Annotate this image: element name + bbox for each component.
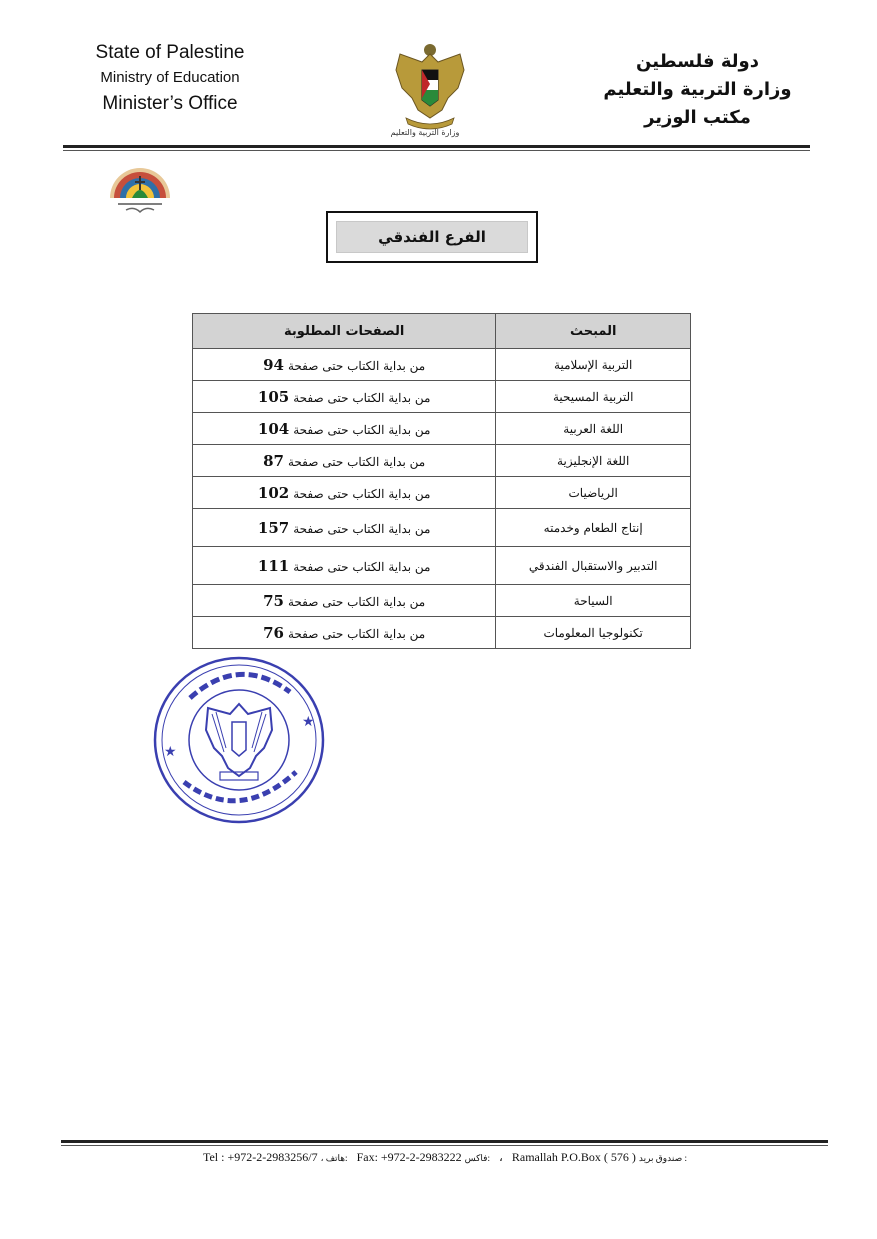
pages-prefix: من بداية الكتاب حتى صفحة — [293, 422, 431, 437]
ministry-stamp-icon — [150, 652, 328, 828]
pages-prefix: من بداية الكتاب حتى صفحة — [293, 521, 431, 536]
table-header-row — [193, 314, 691, 349]
header-pages: الصفحات المطلوبة — [193, 314, 496, 349]
table-row — [193, 413, 691, 445]
table-row — [193, 445, 691, 477]
header-ar-ministry: وزارة التربية والتعليم — [603, 79, 792, 100]
pages-prefix: من بداية الكتاب حتى صفحة — [293, 559, 431, 574]
pages-prefix: من بداية الكتاب حتى صفحة — [288, 454, 426, 469]
page-number: 157 — [257, 518, 290, 537]
footer-box-ar: صندوق بريد : — [638, 1153, 687, 1163]
page-number: 76 — [263, 623, 284, 642]
page-number: 102 — [257, 483, 290, 502]
pages-prefix: من بداية الكتاب حتى صفحة — [288, 594, 426, 609]
pages-cell — [193, 477, 496, 509]
emblem-caption: وزارة التربية والتعليم — [390, 128, 460, 137]
pages-cell — [193, 381, 496, 413]
header-subject: المبحث — [496, 314, 691, 349]
footer-rule — [61, 1140, 828, 1143]
subject-cell: إنتاج الطعام وخدمته — [496, 509, 691, 547]
pages-prefix: من بداية الكتاب حتى صفحة — [293, 486, 431, 501]
footer-box: Ramallah P.O.Box ( 576 ) — [511, 1150, 636, 1164]
header-en-office: Minister’s Office — [102, 93, 238, 114]
header-rule-thin — [63, 150, 810, 151]
header-ar-office: مكتب الوزير — [644, 107, 751, 128]
pages-cell — [193, 585, 496, 617]
page-number: 75 — [263, 591, 284, 610]
document-title: الفرع الفندقي — [336, 221, 528, 253]
footer-tel: Tel : +972-2-2983256/7 — [202, 1150, 318, 1164]
table-row — [193, 509, 691, 547]
table-row — [193, 477, 691, 509]
header-english — [60, 40, 280, 118]
header-en-ministry: Ministry of Education — [100, 69, 240, 86]
table-row — [193, 617, 691, 649]
subject-cell: التدبير والاستقبال الفندقي — [496, 547, 691, 585]
table-row — [193, 547, 691, 585]
footer-contact: Tel : +972-2-2983256/7 ، هاتف: Fax: +972-2-2983222 فاكس: ، Ramallah P.O.Box ( 576 ) صندوق بريد : — [202, 1150, 687, 1164]
pages-cell — [193, 617, 496, 649]
pages-cell — [193, 445, 496, 477]
svg-text:★: ★ — [302, 714, 315, 730]
pages-prefix: من بداية الكتاب حتى صفحة — [288, 358, 426, 373]
page-number: 94 — [263, 355, 284, 374]
subject-cell: التربية الإسلامية — [496, 349, 691, 381]
footer-tel-ar: ، هاتف: — [320, 1153, 348, 1163]
page-number: 111 — [257, 556, 290, 575]
palestine-eagle-emblem-icon — [392, 40, 468, 132]
pages-table — [192, 313, 691, 649]
subject-cell: السياحة — [496, 585, 691, 617]
subject-cell: تكنولوجيا المعلومات — [496, 617, 691, 649]
subject-cell: الرياضيات — [496, 477, 691, 509]
table-row — [193, 585, 691, 617]
header-en-state: State of Palestine — [95, 42, 245, 63]
header-arabic — [590, 48, 805, 132]
header-rule — [63, 145, 810, 148]
pages-cell — [193, 413, 496, 445]
pages-cell — [193, 349, 496, 381]
table-row — [193, 381, 691, 413]
page-number: 104 — [257, 419, 290, 438]
page-number: 87 — [263, 451, 284, 470]
subject-cell: التربية المسيحية — [496, 381, 691, 413]
footer-fax: Fax: +972-2-2983222 — [356, 1150, 462, 1164]
header-ar-state: دولة فلسطين — [636, 51, 759, 72]
pages-cell — [193, 547, 496, 585]
subject-cell: اللغة الإنجليزية — [496, 445, 691, 477]
subject-cell: اللغة العربية — [496, 413, 691, 445]
title-box — [326, 211, 538, 263]
pages-cell — [193, 509, 496, 547]
jerusalem-logo-icon — [104, 154, 176, 224]
table-row — [193, 349, 691, 381]
pages-prefix: من بداية الكتاب حتى صفحة — [293, 390, 431, 405]
footer-fax-ar: فاكس: — [464, 1153, 490, 1163]
footer-rule-thin — [61, 1145, 828, 1146]
svg-text:★: ★ — [164, 744, 177, 760]
pages-prefix: من بداية الكتاب حتى صفحة — [288, 626, 426, 641]
page-number: 105 — [257, 387, 290, 406]
